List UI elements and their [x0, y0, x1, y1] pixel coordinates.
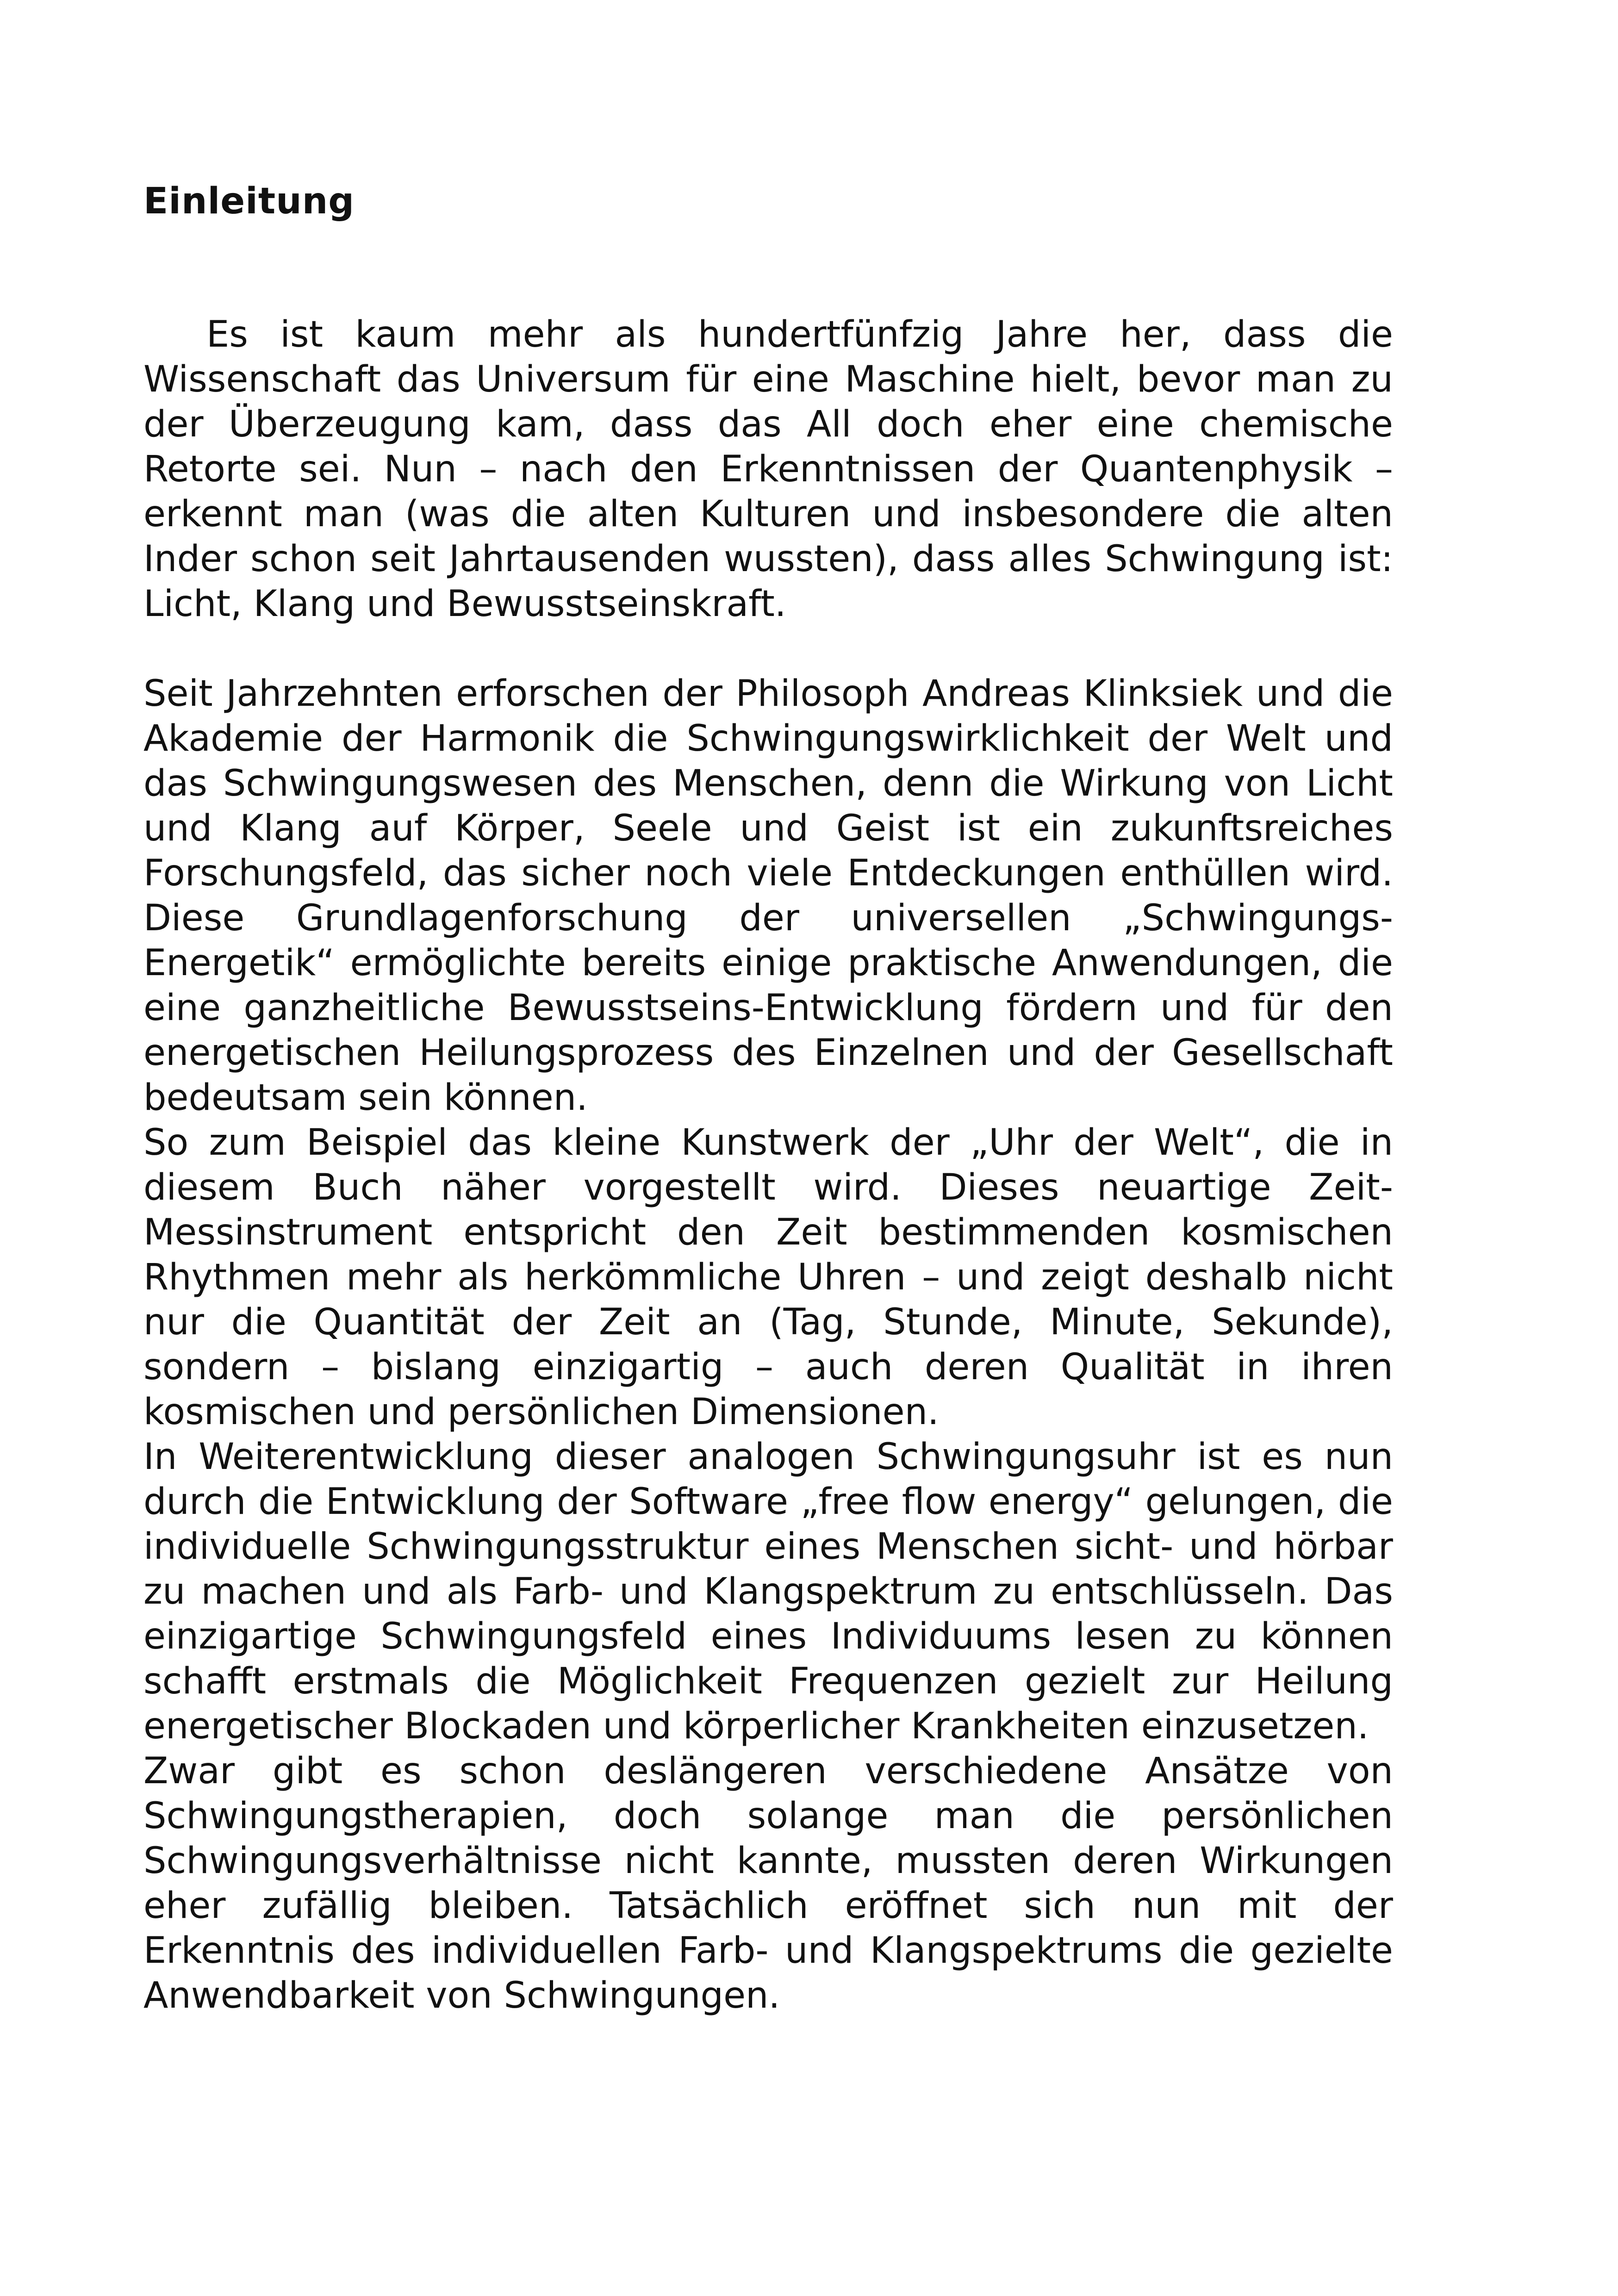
paragraph-intro: Es ist kaum mehr als hundertfünfzig Jahre her, dass die Wissenschaft das Universum für eine Maschine hielt, bevor man zu der Überzeugung kam, dass das All doch eher eine chemische Retorte sei. Nun – nach den Erkenntnissen der Quantenphysik – erkennt man (was die alten Kulturen und insbesondere die alten Inder schon seit Jahrtausenden wussten), dass alles Schwingung ist: Licht, Klang und Bewusstseinskraft. [143, 314, 1393, 625]
body-text [143, 312, 1393, 2018]
paragraph-spacer [143, 627, 1393, 672]
page-title: Einleitung [143, 180, 355, 222]
paragraph-research: Seit Jahrzehnten erforschen der Philosoph Andreas Klinksiek und die Akademie der Harmonik die Schwingungswirklichkeit der Welt und das Schwingungswesen des Menschen, denn die Wirkung von Licht und Klang auf Körper, Seele und Geist ist ein zukunftsreiches Forschungsfeld, das sicher noch viele Entdeckungen enthüllen wird. Diese Grundlagenforschung der universellen „Schwingungs-Energetik“ ermöglichte bereits einige praktische Anwendungen, die eine ganzheitliche Bewusstseins-Entwicklung fördern und für den energetischen Heilungsprozess des Einzelnen und der Gesellschaft bedeutsam sein können. [143, 673, 1393, 1119]
paragraph-therapies: Zwar gibt es schon deslängeren verschiedene Ansätze von Schwingungstherapien, doch solange man die persönlichen Schwingungsverhältnisse nicht kannte, mussten deren Wirkungen eher zufällig bleiben. Tatsächlich eröffnet sich nun mit der Erkenntnis des individuellen Farb- und Klangspektrums die gezielte Anwendbarkeit von Schwingungen. [143, 1750, 1393, 2016]
paragraph-world-clock: So zum Beispiel das kleine Kunstwerk der „Uhr der Welt“, die in diesem Buch näher vorgestellt wird. Dieses neuartige Zeit-Messinstrument entspricht den Zeit bestimmenden kosmischen Rhythmen mehr als herkömmliche Uhren – und zeigt deshalb nicht nur die Quantität der Zeit an (Tag, Stunde, Minute, Sekunde), sondern – bislang einzigartig – auch deren Qualität in ihren kosmischen und persönlichen Dimensionen. [143, 1122, 1393, 1433]
paragraph-software: In Weiterentwicklung dieser analogen Schwingungsuhr ist es nun durch die Entwicklung der Software „free flow energy“ gelungen, die individuelle Schwingungsstruktur eines Menschen sicht- und hörbar zu machen und als Farb- und Klangspektrum zu entschlüsseln. Das einzigartige Schwingungsfeld eines Individuums lesen zu können schafft erstmals die Möglichkeit Frequenzen gezielt zur Heilung energetischer Blockaden und körperlicher Krankheiten einzusetzen. [143, 1436, 1393, 1747]
